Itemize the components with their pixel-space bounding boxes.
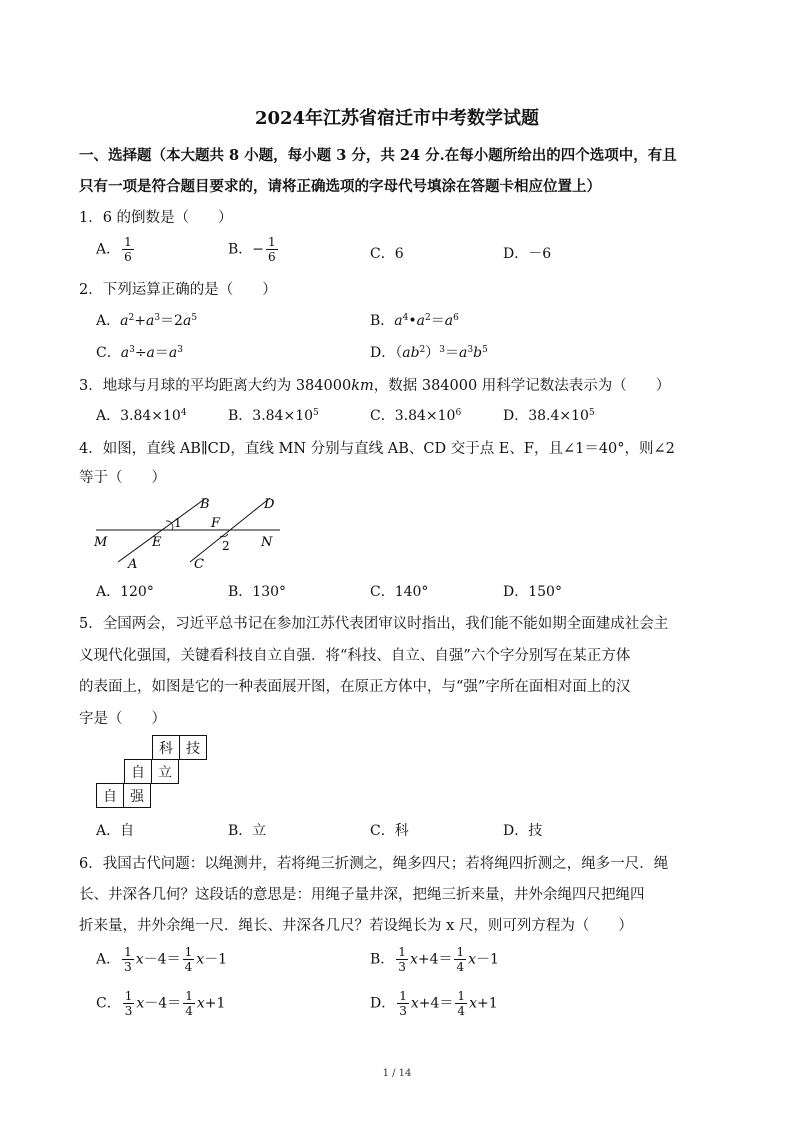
- variable: x: [469, 995, 477, 1012]
- q4-option-b[interactable]: B．130°: [228, 584, 287, 600]
- fraction: [123, 990, 135, 1017]
- net-cell: 技: [179, 735, 207, 760]
- equation-middle: +4＝: [418, 995, 454, 1012]
- q1-option-b[interactable]: [228, 236, 280, 263]
- fraction: [396, 946, 408, 973]
- q2-option-c[interactable]: C．$a^3\div a=a^3$: [96, 345, 183, 361]
- q4-option-c[interactable]: C．140°: [370, 584, 429, 600]
- numerator: 1: [456, 945, 465, 959]
- q2-option-d[interactable]: D．$(ab^2)^3=a^3b^5$: [370, 345, 488, 361]
- fraction: [397, 990, 409, 1017]
- numerator: 1: [185, 989, 193, 1003]
- fraction: [183, 946, 195, 973]
- denominator: 3: [399, 1004, 407, 1018]
- q5-option-b[interactable]: B．立: [228, 823, 267, 839]
- fraction: [183, 990, 195, 1017]
- q1-stem: 1．6 的倒数是（ ）: [79, 210, 233, 226]
- q2-stem: 2．下列运算正确的是（ ）: [79, 282, 277, 298]
- denominator: 6: [124, 250, 132, 264]
- stem-text: ，数据 384000 用科学记数法表示为（ ）: [373, 378, 671, 394]
- option-label: A．: [96, 313, 121, 329]
- label-1: 1: [174, 516, 182, 530]
- option-label: B．: [370, 313, 395, 329]
- denominator: 4: [456, 960, 465, 974]
- q5-stem-line1: 5．全国两会，习近平总书记在参加江苏代表团审议时指出，我们能不能如期全面建成社会主: [79, 616, 669, 632]
- label-n: N: [261, 535, 273, 550]
- option-label: D．: [370, 345, 396, 361]
- label-b: B: [200, 497, 210, 512]
- variable: x: [196, 995, 205, 1012]
- option-label: A．: [96, 951, 121, 968]
- q1-option-d[interactable]: D．－6: [503, 246, 552, 262]
- fraction: [454, 946, 466, 973]
- exponent: 5: [588, 408, 595, 418]
- numerator: 1: [399, 989, 407, 1003]
- label-d: D: [264, 497, 275, 512]
- label-c: C: [194, 557, 204, 572]
- option-label: B．: [228, 241, 253, 258]
- q2-option-b[interactable]: B．$a^4•a^2=a^6$: [370, 313, 459, 329]
- option-label: A．: [96, 241, 121, 258]
- denominator: 4: [457, 1004, 466, 1018]
- cube-net-figure: [96, 735, 212, 811]
- fraction: [122, 946, 134, 973]
- option-text: C．3.84×10: [370, 408, 456, 424]
- equation-end: +1: [204, 995, 226, 1012]
- q3-option-d[interactable]: [503, 405, 595, 425]
- label-a: A: [128, 557, 138, 572]
- parallel-lines-figure: [88, 490, 288, 572]
- unit: km: [351, 378, 374, 394]
- label-f: F: [211, 516, 221, 531]
- variable: x: [468, 951, 477, 968]
- equation-end: －1: [204, 951, 228, 968]
- fraction: [266, 236, 278, 263]
- q5-option-c[interactable]: C．科: [370, 823, 409, 839]
- q6-option-c[interactable]: [96, 990, 225, 1017]
- net-cell: 自: [124, 759, 152, 784]
- label-e: E: [152, 535, 162, 550]
- q6-stem-line3: 折来量，井外余绳一尺．绳长、井深各几尺？若设绳长为 x 尺，则可列方程为（ ）: [79, 918, 633, 934]
- minus-sign: −: [252, 241, 265, 258]
- numerator: 1: [398, 945, 406, 959]
- option-label: C．: [96, 345, 121, 361]
- section-heading-line2: 只有一项是符合题目要求的，请将正确选项的字母代号填涂在答题卡相应位置上）: [79, 178, 601, 195]
- page-number: 1 / 14: [382, 1068, 412, 1079]
- q1-option-c[interactable]: C．6: [370, 246, 404, 262]
- q4-option-a[interactable]: A．120°: [96, 584, 154, 600]
- q6-option-d[interactable]: [370, 990, 498, 1017]
- option-text: B．3.84×10: [228, 408, 314, 424]
- denominator: 3: [124, 1004, 133, 1018]
- numerator: 1: [124, 989, 133, 1003]
- equation-middle: －4＝: [143, 951, 181, 968]
- option-text: A．3.84×10: [96, 408, 181, 424]
- section-heading-line1: 一、选择题（本大题共 8 小题，每小题 3 分，共 24 分.在每小题所给出的四个选项中，有且: [79, 147, 677, 164]
- numerator: 1: [268, 235, 276, 249]
- label-m: M: [94, 535, 108, 550]
- exponent: 6: [455, 408, 462, 418]
- q3-stem: [79, 374, 670, 395]
- q3-option-a[interactable]: [96, 405, 187, 425]
- equation-end: +1: [476, 995, 498, 1012]
- fraction: [455, 990, 467, 1017]
- q3-option-c[interactable]: [370, 405, 461, 425]
- net-cell: 强: [123, 783, 151, 808]
- q6-option-b[interactable]: [370, 946, 499, 973]
- denominator: 4: [185, 1004, 193, 1018]
- label-2: 2: [222, 539, 230, 553]
- numerator: 1: [457, 989, 466, 1003]
- q5-stem-line3: 的表面上，如图是它的一种表面展开图，在原正方体中，与“强”字所在面相对面上的汉: [79, 679, 631, 695]
- variable: x: [196, 951, 205, 968]
- stem-text: 3．地球与月球的平均距离大约为 384000: [79, 378, 352, 394]
- numerator: 1: [124, 235, 132, 249]
- option-label: D．: [370, 995, 396, 1012]
- denominator: 3: [398, 960, 406, 974]
- q5-option-d[interactable]: D．技: [503, 823, 543, 839]
- q4-stem-line2: 等于（ ）: [79, 470, 166, 486]
- q4-stem-line1: 4．如图，直线 AB∥CD，直线 MN 分别与直线 AB、CD 交于点 E、F，且∠1＝40°，则∠2: [79, 441, 675, 457]
- option-text: D．38.4×10: [503, 408, 589, 424]
- q3-option-b[interactable]: [228, 405, 319, 425]
- q6-stem-line1: 6．我国古代问题：以绳测井，若将绳三折测之，绳多四尺；若将绳四折测之，绳多一尺．绳: [79, 856, 669, 872]
- exponent: 5: [313, 408, 319, 418]
- denominator: 3: [124, 960, 132, 974]
- q5-stem-line2: 义现代化强国，关键看科技自立自强．将“科技、自立、自强”六个字分别写在某正方体: [79, 648, 631, 664]
- net-cell: 科: [152, 735, 180, 760]
- variable: x: [135, 951, 144, 968]
- q6-stem-line2: 长、井深各几何？这段话的意思是：用绳子量井深，把绳三折来量，井外余绳四尺把绳四: [79, 887, 645, 903]
- fraction: [122, 236, 134, 263]
- option-label: C．: [96, 995, 121, 1012]
- q5-stem-line4: 字是（ ）: [79, 711, 166, 727]
- denominator: 6: [268, 250, 276, 264]
- equation-middle: +4＝: [417, 951, 453, 968]
- variable: x: [136, 995, 145, 1012]
- denominator: 4: [184, 960, 193, 974]
- numerator: 1: [184, 945, 193, 959]
- equation-end: －1: [476, 951, 499, 968]
- option-label: B．: [370, 951, 395, 968]
- variable: x: [410, 995, 419, 1012]
- q6-option-a[interactable]: [96, 946, 227, 973]
- net-cell: 自: [96, 783, 124, 808]
- numerator: 1: [124, 945, 132, 959]
- q5-option-a[interactable]: A．自: [96, 823, 135, 839]
- q1-option-a[interactable]: [96, 236, 136, 263]
- q4-option-d[interactable]: D．150°: [503, 584, 562, 600]
- exponent: 4: [180, 408, 187, 418]
- variable: x: [409, 951, 418, 968]
- page-title: 2024年江苏省宿迁市中考数学试题: [254, 108, 540, 129]
- net-cell: 立: [151, 759, 179, 784]
- equation-middle: －4＝: [144, 995, 182, 1012]
- q2-option-a[interactable]: A．$a^2+a^3=2a^5$: [96, 313, 198, 329]
